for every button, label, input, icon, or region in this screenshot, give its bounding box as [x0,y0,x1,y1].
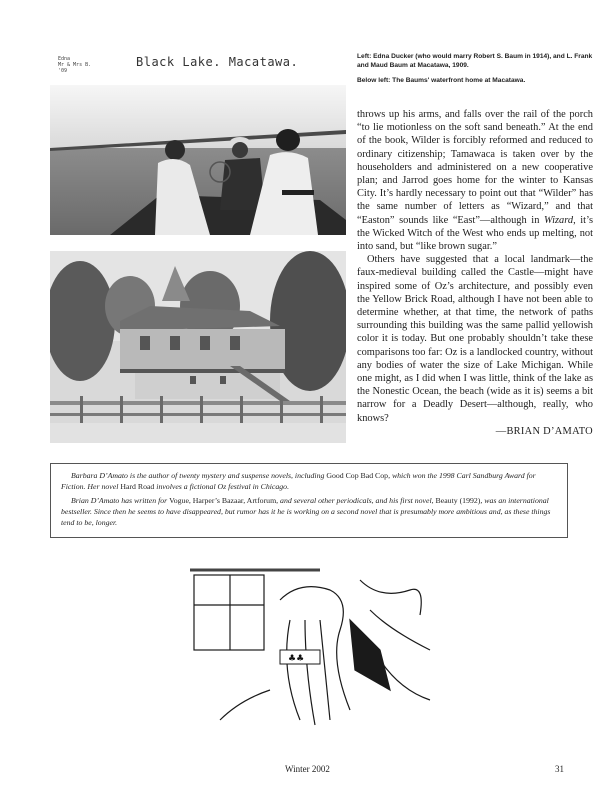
author-signature: —BRIAN D’AMATO [495,425,593,437]
article-column [357,108,593,438]
handwritten-note-line: Edna [58,56,71,62]
svg-text:♣♣: ♣♣ [288,654,305,664]
photo-boat-black-lake [50,50,346,250]
handwritten-note-line: '09 [58,68,68,74]
article-paragraph [357,108,593,253]
caption-below-left: Below left: The Baums' waterfront home at Macatawa. [357,77,526,84]
book-title-wizard: Wizard [544,214,574,226]
bio-text: , which won the 1998 Carl Sandburg Award for Fiction. Her novel [61,471,536,491]
author-bio-box [50,463,568,538]
book-title: Beauty (1992), [435,496,483,505]
handwritten-note-line: Mr & Mrs B. [58,62,92,68]
book-title: Good Cop Bad Cop [326,471,389,480]
handwritten-title: Black Lake. Macatawa. [136,55,299,69]
bio-barbara [61,470,557,492]
illustration-drawing [180,560,440,730]
photo-captions [357,52,597,91]
handwritten-note [58,56,91,74]
photo-waterfront-home [50,251,346,443]
article-text: throws up his arms, and falls over the rail of the porch “to lie motionless on the soft sand beneath.” At the end of the book, Wilder is forcibly reformed and reduced to ordinary citizenship; Tamawaca is taken over by the householders and administered on a new cooperative plan; and Jarrod goes home for the winter to Kansas City. It’s hardly necessary to point out that “Wilder” has the same number of letters as “Wizard,” and that “Easton” sounds like “East”—although in [357,109,593,226]
page-number: 31 [555,764,564,774]
bio-brian [61,495,557,528]
bio-text: was an international bestseller. Since then he seems to have disappeared, but rumor has it he is working on a second novel that is presumably more ambitious and, as these things tend to be, longer. [61,496,551,527]
article-text: , it’s the Wicked Witch of the West who ends up melting, not into sand, but “like brown sugar.” [357,214,594,253]
bio-text: involves a fictional Oz festival in Chicago. [154,482,290,491]
publication-names: Vogue, Harper’s Bazaar, Artforum, [169,496,279,505]
caption-left: Left: Edna Ducker (who would marry Robert S. Baum in 1914), and L. Frank and Maud Baum at Macatawa, 1909. [357,53,593,69]
book-title: Hard Road [120,482,155,491]
bio-text: Barbara D’Amato is the author of twenty mystery and suspense novels, including [71,471,327,480]
bio-text: Brian D’Amato has written for [71,496,170,505]
bio-text: and several other periodicals, and his first novel, [278,496,436,505]
illustration-bearded-figure-with-box [180,560,440,730]
house-photo-image [50,251,346,443]
issue-label: Winter 2002 [285,764,330,774]
boat-photo-image [50,50,346,250]
article-paragraph: Others have suggested that a local landmark—the faux-medieval building called the Castle—might have inspired some of Oz’s architecture, and possibly even the Yellow Brick Road, although I have not been able to determine whether, at that time, the network of paths surrounding this building was the same pallid yellowish color it is today. But one probably shouldn’t take these comparisons too far: Oz is a landlocked country, without any bodies of water the size of Lake Michigan. While one might, as I did when I was little, think of the lake as the Nonestic Ocean, the beach (wide as it is) seems a bit narrow for a Deadly Desert—although, really, who knows? [357,254,593,424]
